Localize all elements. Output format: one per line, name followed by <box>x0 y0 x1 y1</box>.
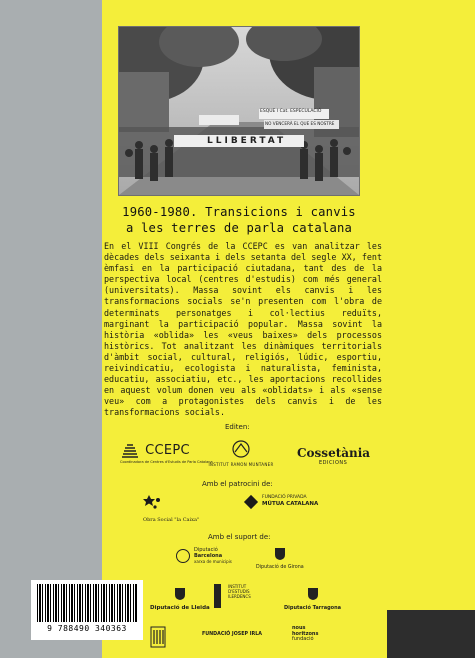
photo-banner-3: LLIBERTAT <box>207 136 287 146</box>
patrocini-label: Amb el patrocini de: <box>202 480 273 488</box>
mutua-catalana-logo <box>262 495 318 507</box>
dip-girona-name: Diputació de Girona <box>256 565 304 570</box>
girona-shield-icon <box>273 547 287 561</box>
dip-bcn-line3: xarxa de municipis <box>194 559 232 565</box>
barcode-number: 9 788490 340363 <box>47 624 127 633</box>
dip-bcn-line2: Barcelona <box>194 552 223 559</box>
muntaner-name: INSTITUT RAMON MUNTANER <box>208 462 274 467</box>
obra-social-logo <box>143 493 199 523</box>
diputacio-tarragona-logo <box>284 586 341 611</box>
barcode-bars <box>37 584 137 622</box>
dark-corner-strip <box>387 610 475 658</box>
generalitat-emblem-icon <box>150 626 166 648</box>
generalitat-logo <box>150 626 166 652</box>
iei-name: INSTITUT D'ESTUDIS ILERDENCS <box>228 584 251 599</box>
diputacio-girona-logo <box>256 546 304 570</box>
photo-banner-2: NO VENCERÀ EL QUE ES NOSTRE <box>265 121 335 126</box>
dip-tarragona-name: Diputació Tarragona <box>284 605 342 611</box>
fundacio-line: fundació <box>292 636 314 643</box>
nous-line: nous <box>292 625 306 631</box>
cossetania-edicions: EDICIONS <box>319 460 348 466</box>
editen-label: Editen: <box>225 423 250 431</box>
iei-bar-icon <box>214 584 221 608</box>
la-caixa-star-icon <box>143 493 165 511</box>
isbn-barcode <box>31 580 143 640</box>
photo-banner-1: ESQUE I Cat. ESPECULACIÓ <box>260 109 322 114</box>
suport-label: Amb el suport de: <box>208 533 271 541</box>
cossetania-name: Cossetània <box>297 446 371 460</box>
description-text: En el VIII Congrés de la CCEPC es van analitzar les dècades dels seixanta i dels setanta del segle XX, fent èmfasi en la participació ciutadana, tant des de la perspectiva local (centres d'estudis) com més general (universitats). Massa sovint els canvis i les transformacions socials se'n presenten com l'obra de determinats personatges i col·lectius reduïts, marginant la participació popular. Massa sovint la història «oblida» les «veus baixes» dels processos històrics. Tot analitzant les dinàmiques territorials d'àmbit social, cultural, religiós, lúdic, esportiu, reivindicatiu, ecologista i naturalista, feminista, educatiu, associatiu, etc., les aportacions recollides en aquest volum donen veu als «oblidats» i als «sense veu» com a protagonistes dels canvis i de les transformacions socials. <box>104 241 382 418</box>
ccepc-name: CCEPC <box>145 443 190 458</box>
obra-social-name: Obra Social "la Caixa" <box>143 517 200 523</box>
institut-estudis-ilerdencs-logo <box>214 584 268 608</box>
dip-lleida-name: Diputació de Lleida <box>150 605 210 611</box>
cossetania-logo <box>297 446 370 466</box>
demonstration-photo <box>119 27 359 195</box>
tarragona-shield-icon <box>307 587 319 601</box>
ccepc-subtitle: Coordinadora de Centres d'Estudis de Parla Catalana <box>120 460 213 464</box>
cover-photo <box>118 26 360 196</box>
ramon-muntaner-logo <box>208 440 274 467</box>
title-line-2: a les terres de parla catalana <box>125 221 353 235</box>
title-line-1: 1960-1980. Transicions i canvis <box>122 205 356 219</box>
mutua-fundacio: FUNDACIÓ PRIVADA <box>262 495 307 500</box>
diputacio-lleida-logo <box>150 586 210 611</box>
diputacio-barcelona-logo <box>176 548 232 565</box>
lleida-shield-icon <box>174 587 186 601</box>
nous-horitzons-logo <box>292 626 318 643</box>
ccepc-icon <box>120 443 140 459</box>
muntaner-emblem-icon <box>229 440 253 458</box>
ccepc-logo <box>120 440 213 464</box>
book-title <box>104 204 374 236</box>
left-grey-band <box>0 0 102 658</box>
horitzons-line: horitzons <box>292 630 319 637</box>
barcelona-circle-icon <box>176 549 190 563</box>
mutua-name: MÚTUA CATALANA <box>262 501 319 507</box>
fundacio-irla-name: FUNDACIÓ JOSEP IRLA <box>202 632 262 637</box>
dip-bcn-line1: Diputació <box>194 547 218 553</box>
fundacio-irla-logo <box>202 632 262 637</box>
